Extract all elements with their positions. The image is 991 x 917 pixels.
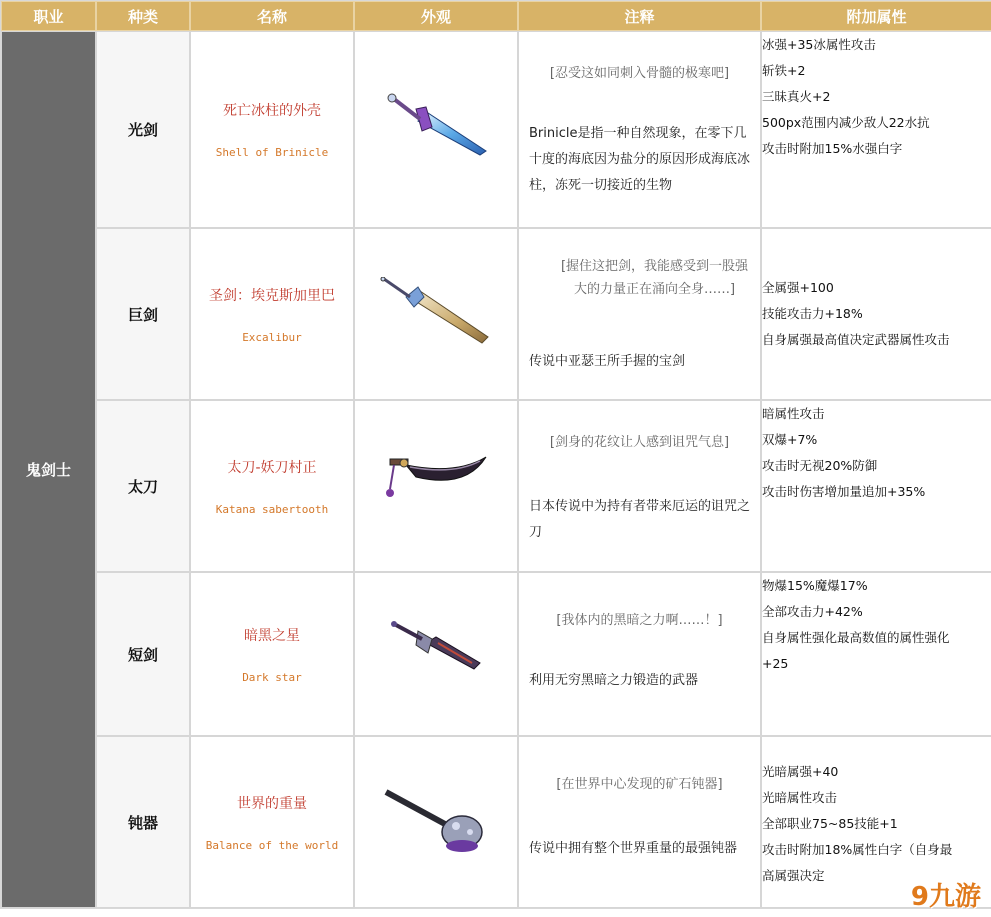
weapon-quote: [握住这把剑，我能感受到一股强大的力量正在涌向全身……] xyxy=(560,259,749,297)
weapon-quote: [我体内的黑暗之力啊……！] xyxy=(556,613,723,628)
weapon-attributes xyxy=(761,228,991,400)
weapon-name-en: Balance of the world xyxy=(205,838,339,852)
attr-line: 攻击时伤害增加量追加+35% xyxy=(762,484,926,499)
attr-line: 冰强+35冰属性攻击 xyxy=(762,37,876,52)
attr-line: 高属强决定 xyxy=(762,868,825,883)
weapon-appearance xyxy=(354,228,518,400)
weapon-type: 巨剑 xyxy=(96,228,190,400)
weapon-type: 钝器 xyxy=(96,736,190,908)
weapon-appearance xyxy=(354,31,518,228)
weapon-note xyxy=(518,572,761,736)
weapon-appearance xyxy=(354,400,518,572)
header-name: 名称 xyxy=(190,1,354,31)
weapon-note xyxy=(518,228,761,400)
attr-line: 三昧真火+2 xyxy=(762,89,831,104)
attr-line: 自身属性强化最高数值的属性强化 xyxy=(762,630,950,645)
katana-icon xyxy=(376,449,496,519)
table-row xyxy=(1,400,991,572)
weapon-quote: [剑身的花纹让人感到诅咒气息] xyxy=(549,435,730,450)
attr-line: 暗属性攻击 xyxy=(762,406,825,421)
weapon-name xyxy=(190,736,354,908)
weapon-quote: [在世界中心发现的矿石钝器] xyxy=(556,777,723,792)
attr-line: 全部攻击力+42% xyxy=(762,604,863,619)
attr-line: 全部职业75~85技能+1 xyxy=(762,816,898,831)
weapon-quote: [忍受这如同刺入骨髓的极寒吧] xyxy=(549,66,730,81)
weapon-name-cn: 死亡冰柱的外壳 xyxy=(223,103,321,119)
attr-line: 攻击时附加18%属性白字（自身最 xyxy=(762,842,953,857)
header-appearance: 外观 xyxy=(354,1,518,31)
header-type: 种类 xyxy=(96,1,190,31)
attr-line: 双爆+7% xyxy=(762,432,818,447)
weapon-desc: Brinicle是指一种自然现象，在零下几十度的海底因为盐分的原因形成海底冰柱，冻死一切接近的生物 xyxy=(529,126,751,193)
weapon-note xyxy=(518,400,761,572)
table-row xyxy=(1,228,991,400)
header-row xyxy=(1,1,991,31)
weapon-desc: 日本传说中为持有者带来厄运的诅咒之刀 xyxy=(529,499,751,540)
attr-line: 自身属强最高值决定武器属性攻击 xyxy=(762,332,950,347)
attr-line: 全属强+100 xyxy=(762,280,834,295)
weapon-name-cn: 世界的重量 xyxy=(237,795,307,812)
weapon-desc: 传说中拥有整个世界重量的最强钝器 xyxy=(529,841,738,856)
watermark-logo: 9九游 xyxy=(910,882,981,912)
weapon-desc: 传说中亚瑟王所手握的宝剑 xyxy=(529,354,686,369)
weapon-name xyxy=(190,400,354,572)
weapon-name xyxy=(190,228,354,400)
attr-line: 光暗属强+40 xyxy=(762,764,839,779)
weapon-type: 短剑 xyxy=(96,572,190,736)
header-job: 职业 xyxy=(1,1,96,31)
header-note: 注释 xyxy=(518,1,761,31)
weapon-name-en: Katana sabertooth xyxy=(215,502,329,516)
table-row xyxy=(1,31,991,228)
weapon-name-en: Dark star xyxy=(242,670,302,684)
weapon-attributes xyxy=(761,400,991,572)
weapon-name xyxy=(190,572,354,736)
weapon-name-cn: 圣剑：埃克斯加里巴 xyxy=(209,287,335,304)
weapon-name xyxy=(190,31,354,228)
table-row xyxy=(1,736,991,908)
weapon-type: 光剑 xyxy=(96,31,190,228)
holy-greatsword-icon xyxy=(376,277,496,347)
table-row xyxy=(1,572,991,736)
weapon-name-cn: 暗黑之星 xyxy=(244,627,300,644)
attr-line: 斩铁+2 xyxy=(762,63,806,78)
attr-line: +25 xyxy=(762,656,789,671)
weapon-type: 太刀 xyxy=(96,400,190,572)
weapon-attributes xyxy=(761,31,991,228)
ice-sword-icon xyxy=(376,93,496,163)
weapon-desc: 利用无穷黑暗之力锻造的武器 xyxy=(529,673,699,688)
dark-shortsword-icon xyxy=(376,617,496,687)
weapon-appearance xyxy=(354,572,518,736)
attr-line: 攻击时附加15%水强白字 xyxy=(762,141,903,156)
weapon-appearance xyxy=(354,736,518,908)
attr-line: 500px范围内减少敌人22水抗 xyxy=(762,115,930,130)
weapon-name-en: Excalibur xyxy=(242,330,302,344)
attr-line: 攻击时无视20%防御 xyxy=(762,458,878,473)
weapon-attributes xyxy=(761,572,991,736)
weapon-note xyxy=(518,736,761,908)
job-cell: 鬼剑士 xyxy=(1,31,96,908)
attr-line: 光暗属性攻击 xyxy=(762,790,838,805)
weapon-note xyxy=(518,31,761,228)
header-attributes: 附加属性 xyxy=(761,1,991,31)
attr-line: 物爆15%魔爆17% xyxy=(762,578,868,593)
weapon-name-en: Shell of Brinicle xyxy=(215,146,329,159)
club-icon xyxy=(376,780,496,860)
weapon-name-cn: 太刀-妖刀村正 xyxy=(227,459,317,476)
attr-line: 技能攻击力+18% xyxy=(762,306,863,321)
